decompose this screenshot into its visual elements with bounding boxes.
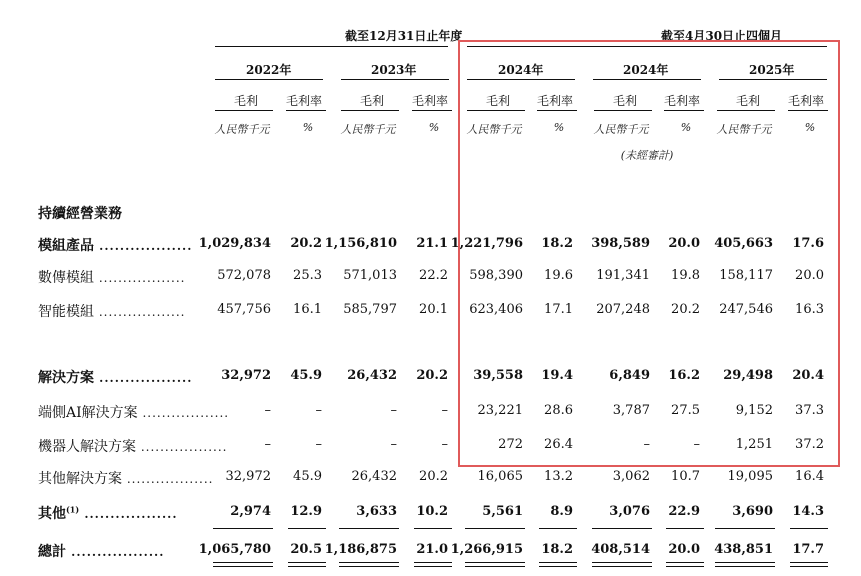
rule-col — [594, 110, 652, 111]
unit-rmb: 人民幣千元 — [466, 123, 522, 136]
rule-total-1 — [715, 562, 775, 563]
table-cell: 16.1 — [293, 302, 322, 317]
table-cell: 20.4 — [792, 368, 824, 383]
table-cell: 457,756 — [217, 302, 271, 317]
rule-col — [717, 110, 775, 111]
col-header-gross-profit: 毛利 — [485, 94, 510, 108]
table-cell: 158,117 — [719, 268, 773, 283]
table-cell: 1,251 — [735, 437, 773, 452]
leader-dots: .................. — [66, 545, 165, 559]
table-cell: 17.6 — [792, 236, 824, 251]
rule-col — [341, 110, 399, 111]
table-cell: 5,561 — [482, 504, 523, 519]
table-cell: 3,690 — [732, 504, 773, 519]
rule-group-4m — [467, 46, 827, 47]
table-cell: 22.9 — [668, 504, 700, 519]
table-cell: 3,062 — [612, 469, 650, 484]
row-label — [38, 301, 185, 321]
row-label-text: 智能模組 — [38, 304, 94, 320]
rule-subtotal — [790, 528, 828, 529]
row-label-text: 端側AI解決方案 — [38, 405, 138, 421]
table-cell: 26.4 — [544, 437, 573, 452]
table-cell: 10.7 — [671, 469, 700, 484]
table-cell: 572,078 — [217, 268, 271, 283]
unit-rmb: 人民幣千元 — [593, 123, 649, 136]
rule-year — [467, 79, 575, 80]
table-cell: 1,156,810 — [324, 236, 397, 251]
row-label-text: 其他解決方案 — [38, 471, 122, 487]
table-cell: 247,546 — [719, 302, 773, 317]
table-cell: 1,065,780 — [198, 542, 271, 557]
col-header-margin: 毛利率 — [536, 94, 573, 108]
table-cell: 3,787 — [612, 403, 650, 418]
year-header: 2024年 — [623, 63, 669, 77]
table-cell: 191,341 — [596, 268, 650, 283]
unit-pct: % — [553, 121, 565, 134]
row-label — [38, 503, 178, 523]
leader-dots: .................. — [122, 472, 214, 486]
table-cell: 20.2 — [671, 302, 700, 317]
table-cell: 18.2 — [541, 542, 573, 557]
table-cell: – — [441, 403, 448, 418]
leader-dots: .................. — [94, 305, 186, 319]
table-cell: 20.0 — [668, 236, 700, 251]
rule-subtotal — [213, 528, 273, 529]
unit-rmb: 人民幣千元 — [716, 123, 772, 136]
rule-total-2 — [213, 566, 273, 567]
row-label — [38, 541, 164, 561]
rule-subtotal — [715, 528, 775, 529]
rule-total-1 — [414, 562, 452, 563]
table-cell: 9,152 — [735, 403, 773, 418]
table-cell: 21.0 — [416, 542, 448, 557]
table-cell: 16.4 — [795, 469, 824, 484]
row-label-text: 總計 — [38, 544, 66, 560]
table-cell: 6,849 — [609, 368, 650, 383]
table-cell: – — [315, 437, 322, 452]
rule-group-fy — [215, 46, 448, 47]
unit-pct: % — [428, 121, 440, 134]
rule-col — [412, 110, 452, 111]
leader-dots: .................. — [94, 371, 193, 385]
rule-total-2 — [790, 566, 828, 567]
rule-total-2 — [715, 566, 775, 567]
leader-dots: .................. — [79, 507, 178, 521]
year-header: 2022年 — [246, 63, 292, 77]
table-cell: 21.1 — [416, 236, 448, 251]
row-label-text: 模組產品 — [38, 238, 94, 254]
unit-pct: % — [804, 121, 816, 134]
unit-rmb: 人民幣千元 — [214, 123, 270, 136]
col-header-margin: 毛利率 — [787, 94, 824, 108]
unit-pct: % — [302, 121, 314, 134]
rule-year — [719, 79, 827, 80]
leader-dots: .................. — [137, 406, 230, 420]
year-header: 2025年 — [749, 63, 795, 77]
table-cell: 20.0 — [795, 268, 824, 283]
table-cell: 598,390 — [469, 268, 523, 283]
table-cell: 16.3 — [795, 302, 824, 317]
unit-pct: % — [680, 121, 692, 134]
table-cell: 23,221 — [477, 403, 523, 418]
row-label — [38, 267, 185, 287]
table-cell: 1,221,796 — [450, 236, 523, 251]
table-cell: 20.5 — [290, 542, 322, 557]
leader-dots: .................. — [136, 440, 228, 454]
col-header-gross-profit: 毛利 — [233, 94, 258, 108]
rule-col — [788, 110, 828, 111]
rule-total-2 — [539, 566, 577, 567]
rule-subtotal — [539, 528, 577, 529]
table-cell: 20.0 — [668, 542, 700, 557]
rule-total-2 — [339, 566, 399, 567]
table-cell: 16.2 — [668, 368, 700, 383]
col-header-margin: 毛利率 — [285, 94, 322, 108]
section-title: 持續經營業務 — [38, 206, 122, 222]
table-cell: 405,663 — [714, 236, 773, 251]
table-cell: 22.2 — [419, 268, 448, 283]
table-cell: 32,972 — [221, 368, 271, 383]
table-cell: 20.2 — [419, 469, 448, 484]
rule-subtotal — [465, 528, 525, 529]
table-cell: 207,248 — [596, 302, 650, 317]
row-label — [38, 367, 192, 387]
table-cell: 623,406 — [469, 302, 523, 317]
table-cell: 20.2 — [290, 236, 322, 251]
rule-total-1 — [288, 562, 326, 563]
table-cell: – — [693, 437, 700, 452]
table-cell: 29,498 — [723, 368, 773, 383]
rule-total-2 — [414, 566, 452, 567]
rule-total-1 — [339, 562, 399, 563]
table-cell: 408,514 — [591, 542, 650, 557]
rule-total-1 — [790, 562, 828, 563]
rule-subtotal — [666, 528, 704, 529]
rule-total-1 — [539, 562, 577, 563]
table-cell: – — [264, 403, 271, 418]
rule-total-1 — [213, 562, 273, 563]
table-cell: 13.2 — [544, 469, 573, 484]
table-cell: 20.1 — [419, 302, 448, 317]
rule-total-1 — [666, 562, 704, 563]
rule-subtotal — [592, 528, 652, 529]
leader-dots: .................. — [94, 271, 186, 285]
col-header-gross-profit: 毛利 — [612, 94, 637, 108]
table-cell: 2,974 — [230, 504, 271, 519]
table-cell: 438,851 — [714, 542, 773, 557]
table-cell: 1,029,834 — [198, 236, 271, 251]
col-header-margin: 毛利率 — [663, 94, 700, 108]
rule-col — [537, 110, 577, 111]
table-cell: 19.8 — [671, 268, 700, 283]
table-cell: 27.5 — [671, 403, 700, 418]
unit-rmb: 人民幣千元 — [340, 123, 396, 136]
table-cell: 3,633 — [356, 504, 397, 519]
rule-year — [341, 79, 449, 80]
table-cell: 8.9 — [550, 504, 573, 519]
table-cell: 1,266,915 — [450, 542, 523, 557]
row-label-text: 其他 — [38, 506, 66, 522]
table-cell: 398,589 — [591, 236, 650, 251]
table-cell: 20.2 — [416, 368, 448, 383]
rule-total-1 — [465, 562, 525, 563]
rule-total-2 — [666, 566, 704, 567]
rule-total-2 — [288, 566, 326, 567]
rule-col — [467, 110, 525, 111]
table-cell: 26,432 — [351, 469, 397, 484]
col-header-gross-profit: 毛利 — [359, 94, 384, 108]
table-cell: 17.7 — [792, 542, 824, 557]
rule-col — [664, 110, 704, 111]
table-cell: 26,432 — [347, 368, 397, 383]
table-cell: 19.6 — [544, 268, 573, 283]
col-header-gross-profit: 毛利 — [735, 94, 760, 108]
rule-year — [215, 79, 323, 80]
rule-total-2 — [465, 566, 525, 567]
table-cell: 19,095 — [727, 469, 773, 484]
table-cell: – — [264, 437, 271, 452]
rule-col — [286, 110, 326, 111]
rule-subtotal — [288, 528, 326, 529]
unaudited-note: (未經審計) — [620, 149, 674, 162]
table-cell: – — [643, 437, 650, 452]
table-cell: 571,013 — [343, 268, 397, 283]
table-cell: 37.3 — [795, 403, 824, 418]
rule-year — [593, 79, 701, 80]
table-cell: – — [390, 437, 397, 452]
table-cell: 3,076 — [609, 504, 650, 519]
table-cell: 14.3 — [792, 504, 824, 519]
rule-total-1 — [592, 562, 652, 563]
year-header: 2023年 — [371, 63, 417, 77]
year-header: 2024年 — [498, 63, 544, 77]
table-cell: 45.9 — [293, 469, 322, 484]
row-label-text: 機器人解決方案 — [38, 439, 136, 455]
table-cell: – — [315, 403, 322, 418]
table-cell: 16,065 — [477, 469, 523, 484]
table-cell: 37.2 — [795, 437, 824, 452]
group-header-full-year: 截至12月31日止年度 — [345, 29, 463, 43]
table-cell: 32,972 — [225, 469, 271, 484]
rule-col — [215, 110, 273, 111]
row-label-text: 數傳模組 — [38, 270, 94, 286]
table-cell: 18.2 — [541, 236, 573, 251]
table-cell: – — [390, 403, 397, 418]
table-cell: 25.3 — [293, 268, 322, 283]
col-header-margin: 毛利率 — [411, 94, 448, 108]
footnote-marker: (1) — [66, 504, 80, 515]
table-cell: 17.1 — [544, 302, 573, 317]
table-cell: 19.4 — [541, 368, 573, 383]
row-label-text: 解決方案 — [38, 370, 94, 386]
rule-subtotal — [414, 528, 452, 529]
table-cell: 12.9 — [290, 504, 322, 519]
table-cell: 1,186,875 — [324, 542, 397, 557]
table-cell: 28.6 — [544, 403, 573, 418]
table-cell: – — [441, 437, 448, 452]
rule-total-2 — [592, 566, 652, 567]
table-cell: 39,558 — [473, 368, 523, 383]
leader-dots: .................. — [94, 239, 193, 253]
table-cell: 585,797 — [343, 302, 397, 317]
group-header-four-months: 截至4月30日止四個月 — [661, 29, 783, 43]
table-cell: 45.9 — [290, 368, 322, 383]
row-label — [38, 235, 192, 255]
table-cell: 272 — [498, 437, 523, 452]
rule-subtotal — [339, 528, 399, 529]
table-cell: 10.2 — [416, 504, 448, 519]
